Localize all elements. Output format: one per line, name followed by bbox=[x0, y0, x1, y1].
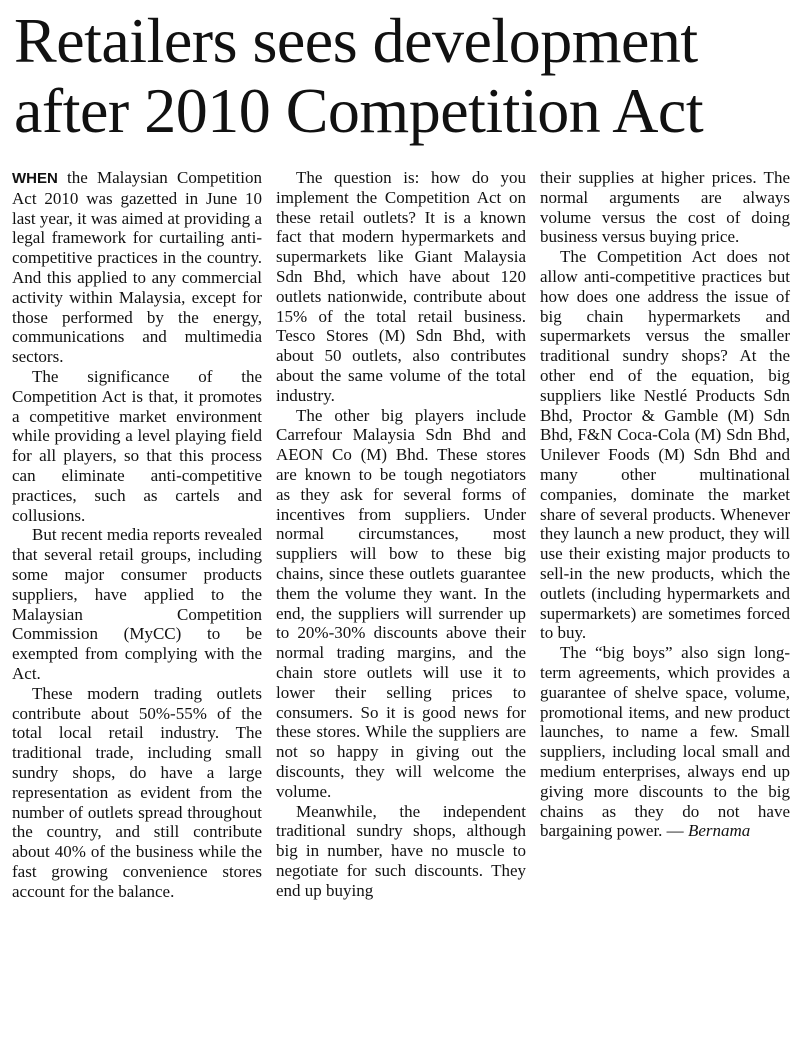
paragraph bbox=[12, 168, 262, 367]
paragraph: The other big players include Carrefour Malaysia Sdn Bhd and AEON Co (M) Bhd. These stores are known to be tough negotiators as they ask for several forms of incentives from suppliers. Under normal circumstances, most suppliers will bow to these big chains, since these outlets guarantee them the volume they want. In the end, the suppliers will surrender up to 20%-30% discounts above their normal trading margins, and the chain store outlets will use it to lower their selling prices to consumers. So it is good news for these stores. While the suppliers are not so happy in giving out the discounts, they will welcome the volume. bbox=[276, 405, 526, 801]
paragraph-text: the Malaysian Competition Act 2010 was gazetted in June 10 last year, it was aimed at providing a legal framework for curtailing anti-competitive practices in the country. And this applied to any commercial activity within Malaysia, except for those performed by the energy, communications and multimedia sectors. bbox=[12, 168, 262, 367]
paragraph: These modern trading outlets contribute about 50%-55% of the total local retail industry. The traditional trade, including small sundry shops, do have a large representation as evident from the number of outlets spread throughout the country, and still contribute about 40% of the business while the fast growing convenience stores account for the balance. bbox=[12, 683, 262, 901]
paragraph: The Competition Act does not allow anti-competitive practices but how does one address the issue of big chain hypermarkets and supermarkets versus the smaller traditional sundry shops? At the other end of the equation, big suppliers like Nestlé Products Sdn Bhd, Proctor & Gamble (M) Sdn Bhd, F&N Coca-Cola (M) Sdn Bhd, Unilever Foods (M) Sdn Bhd and many other multinational companies, dominate the market share of several products. Whenever they launch a new product, they will use their existing major products to sell-in the new products, which the outlets (including hypermarkets and supermarkets) are sometimes forced to buy. bbox=[540, 247, 790, 643]
paragraph bbox=[540, 643, 790, 841]
paragraph: their supplies at higher prices. The normal arguments are always volume versus the cost of doing business versus buying price. bbox=[540, 168, 790, 247]
paragraph: But recent media reports revealed that several retail groups, including some major consumer products suppliers, have applied to the Malaysian Competition Commission (MyCC) to be exempted from complying with the Act. bbox=[12, 525, 262, 683]
byline: Bernama bbox=[687, 821, 751, 841]
column-3 bbox=[540, 168, 790, 1038]
lead-word: WHEN bbox=[12, 170, 58, 187]
column-1 bbox=[12, 168, 262, 1038]
headline-line-2: after 2010 Competition Act bbox=[14, 75, 704, 146]
headline-line-1: Retailers sees development bbox=[14, 5, 698, 76]
article-body bbox=[12, 168, 790, 1038]
paragraph-text: The “big boys” also sign long-term agreements, which provides a guarantee of shelve space, volume, promotional items, and new product launches, to name a few. Small suppliers, including local small and medium enterprises, always end up giving more discounts to the big chains as they do not have bargaining power. — bbox=[540, 643, 790, 841]
paragraph: Meanwhile, the independent traditional sundry shops, although big in number, have no muscle to negotiate for such discounts. They end up buying bbox=[276, 801, 526, 900]
headline bbox=[14, 6, 794, 146]
column-2 bbox=[276, 168, 526, 1038]
paragraph: The question is: how do you implement the Competition Act on these retail outlets? It is a known fact that modern hypermarkets and supermarkets like Giant Malaysia Sdn Bhd, which have about 120 outlets nationwide, contribute about 15% of the total retail business. Tesco Stores (M) Sdn Bhd, with about 50 outlets, also contributes about the same volume of the total industry. bbox=[276, 168, 526, 405]
paragraph: The significance of the Competition Act is that, it promotes a competitive market environment while providing a level playing field for all players, so that this process can eliminate anti-competitive practices, such as cartels and collusions. bbox=[12, 366, 262, 525]
